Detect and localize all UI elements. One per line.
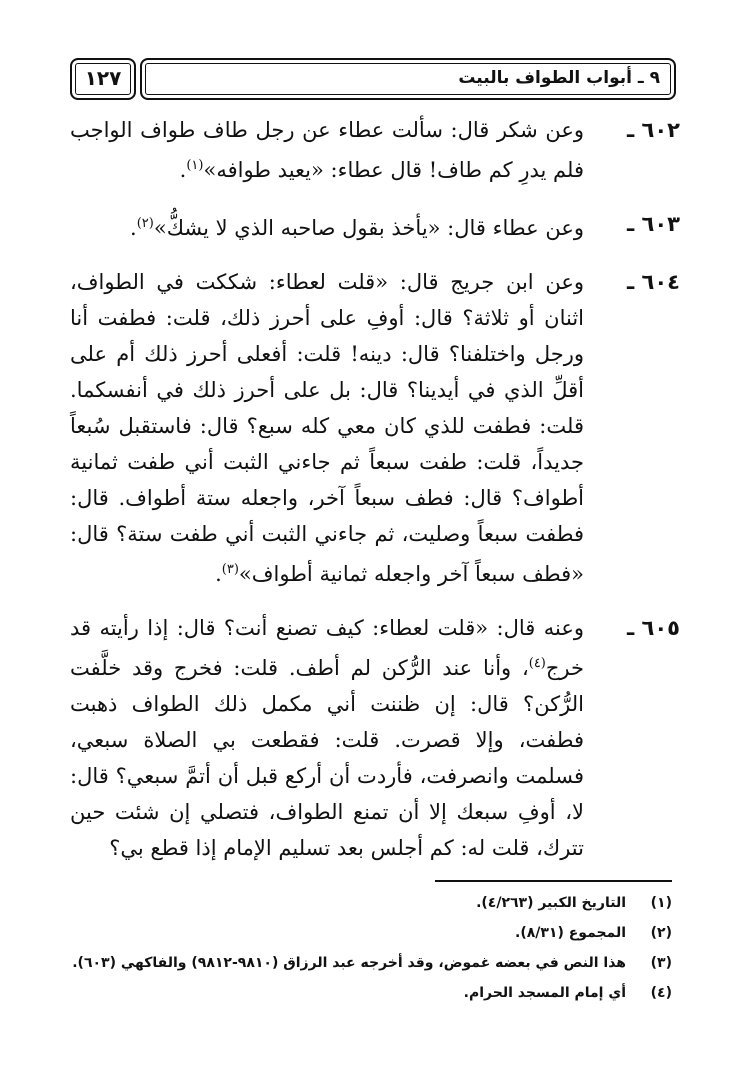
entry-text [70,610,584,866]
entry-text [70,264,584,592]
footnote-text: التاريخ الكبير (٤/٢٦٣). [476,895,626,911]
footnotes [70,892,672,1012]
entry-text [70,112,584,188]
entry-number: ٦٠٢ ـ [627,118,680,142]
page-number: ١٢٧ [84,66,122,90]
footnote-divider [435,880,672,882]
footnote [70,952,672,974]
footnote-ref: (١) [186,158,204,173]
footnote [70,922,672,944]
entry-body: وعن عطاء قال: «يأخذ بقول صاحبه الذي لا يشكُّ» [153,216,584,240]
footnote [70,892,672,914]
entry-605 [70,610,680,866]
entry-text [70,206,584,246]
entry-body: وعن شكر قال: سألت عطاء عن رجل طاف طواف الواجب فلم يدرِ كم طاف! قال عطاء: «يعيد طوافه» [70,118,584,182]
footnote-ref: (٣) [221,562,239,577]
entry-body: وعن ابن جريج قال: «قلت لعطاء: شككت في الطواف، اثنان أو ثلاثة؟ قال: أوفِ على أحرز ذلك، قلت: فطفت أنا ورجل واختلفنا؟ قال: دينه! قلت: أفعلى أحرز ذلك أم على أقلِّ الذي في أيدينا؟ قال: بل على أحرز ذلك في أنفسكما. قلت: فطفت للذي كان معي كله سبع؟ قال: فاستقبل سُبعاً جديداً، قلت: طفت سبعاً ثم جاءني الثبت أني طفت ثمانية أطواف؟ قال: فطف سبعاً آخر، واجعله ستة أطواف. قال: فطفت سبعاً وصليت، ثم جاءني الثبت أني طفت ستة؟ قال: «فطف سبعاً آخر واجعله ثمانية أطواف» [70,270,584,586]
entry-body: وعنه قال: «قلت لعطاء: كيف تصنع أنت؟ قال: إذا رأيته قد خرج [70,616,584,680]
footnote-ref: (٤) [528,656,546,671]
page-header [70,58,672,98]
entry-tail: . [179,158,187,182]
footnote-number: (٤) [650,985,672,1001]
entry-603 [70,206,680,246]
main-text [70,112,680,884]
entry-number: ٦٠٤ ـ [627,270,680,294]
footnote-text: المجموع (٨/٣١). [515,925,626,941]
entry-604 [70,264,680,592]
footnote [70,982,672,1004]
chapter-title: ٩ ـ أبواب الطواف بالبيت [458,68,660,88]
entry-number: ٦٠٣ ـ [627,212,680,236]
entry-tail: . [215,562,222,586]
footnote-number: (٢) [650,925,672,941]
entry-number: ٦٠٥ ـ [627,616,680,640]
footnote-number: (١) [650,895,672,911]
footnote-number: (٣) [650,955,672,971]
page-number-frame [70,58,136,100]
entry-tail: . [130,216,137,240]
entry-tail: ، وأنا عند الرُّكن لم أطف. قلت: فخرج وقد خلَّفت الرُّكن؟ قال: إن ظننت أني مكمل ذلك الطواف ذهبت فطفت، وإلا قصرت. قلت: فقطعت بي الصلاة سبعي، فسلمت وانصرفت، فأردت أن أركع قبل أن أتمَّ سبعي؟ قال: لا، أوفِ سبعك إلا أن تمنع الطواف، فتصلي إن شئت حين تترك، قلت له: كم أجلس بعد تسليم الإمام إذا قطع بي؟ [70,656,584,860]
entry-602 [70,112,680,188]
footnote-text: أي إمام المسجد الحرام. [463,985,626,1001]
footnote-text: هذا النص في بعضه غموض، وقد أخرجه عبد الرزاق (٩٨١٠-٩٨١٢) والفاكهي (٦٠٣). [72,955,626,971]
footnote-ref: (٢) [136,216,154,231]
chapter-title-frame [140,58,676,100]
